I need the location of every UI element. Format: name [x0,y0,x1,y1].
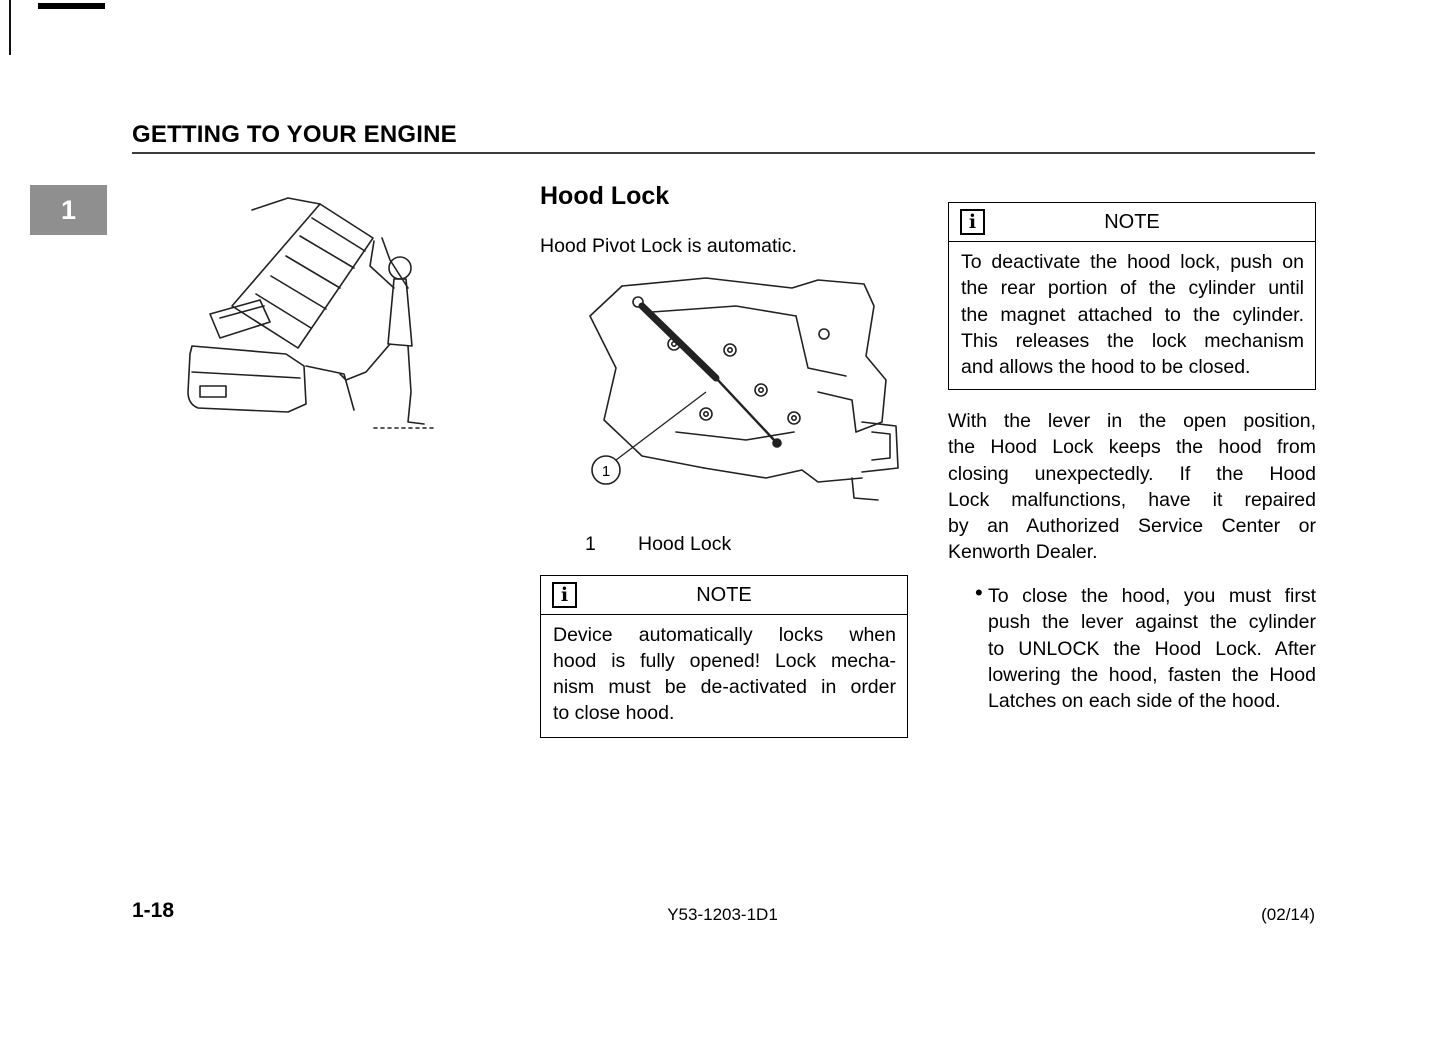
paragraph-line: by an Authorized Service Center or [948,515,1316,538]
paragraph-line: Lock malfunctions, have it repaired [948,488,1316,511]
lever-open-paragraph [948,408,1316,566]
chapter-tab: 1 [30,185,107,235]
caption-number: 1 [585,533,596,555]
close-hood-bullet-item [948,580,1316,714]
note-box-device-lock [540,575,908,738]
truck-hood-open-illustration [168,196,478,471]
note-line: Device automatically locks when [553,624,896,646]
note-body [949,242,1315,389]
caption-label: Hood Lock [638,533,732,555]
note-box-deactivate [948,202,1316,390]
figure-caption [585,533,731,556]
intro-text: Hood Pivot Lock is automatic. [540,235,797,257]
note-line: the magnet attached to the cylinder. [961,303,1304,326]
note-line: hood is fully opened! Lock mecha- [553,650,896,672]
bullet-line: To close the hood, you must first [988,585,1316,607]
note-title: NOTE [1104,210,1160,233]
registration-mark-vertical [9,0,11,55]
note-line: to close hood. [553,702,675,724]
note-line: the rear portion of the cylinder until [961,277,1304,300]
bullet-line: to UNLOCK the Hood Lock. After [988,637,1316,660]
callout-1-number: 1 [601,463,611,480]
paragraph-line: Kenworth Dealer. [948,541,1098,564]
footer-revision-date: (02/14) [1261,905,1315,924]
note-header [541,576,907,615]
note-line: and allows the hood to be closed. [961,356,1251,379]
info-icon: i [960,209,985,235]
hood-lock-mechanism-illustration [556,272,906,524]
callout-1 [592,392,706,484]
section-heading: Hood Lock [540,182,670,210]
bullet-icon: • [975,580,983,605]
note-line: To deactivate the hood lock, push on [961,251,1304,273]
info-icon: i [552,582,577,608]
hood-lock-strut [633,297,781,447]
footer-document-number: Y53-1203-1D1 [667,905,778,924]
bullet-line: push the lever against the cylinder [988,611,1316,634]
bullet-line: Latches on each side of the hood. [988,690,1281,713]
footer-page-number: 1-18 [132,899,175,922]
note-header [949,203,1315,242]
header-rule [132,152,1315,154]
paragraph-line: the Hood Lock keeps the hood from [948,436,1316,459]
bullet-text [988,583,1316,714]
note-body [541,615,907,737]
registration-mark-horizontal [38,3,105,9]
bullet-line: lowering the hood, fasten the Hood [988,663,1316,686]
note-line: nism must be de-activated in order [553,676,896,698]
paragraph-line: closing unexpectedly. If the Hood [948,462,1316,485]
note-title: NOTE [696,583,752,606]
note-line: This releases the lock mechanism [961,329,1304,352]
page-title: GETTING TO YOUR ENGINE [132,121,457,148]
paragraph-line: With the lever in the open position, [948,410,1316,432]
